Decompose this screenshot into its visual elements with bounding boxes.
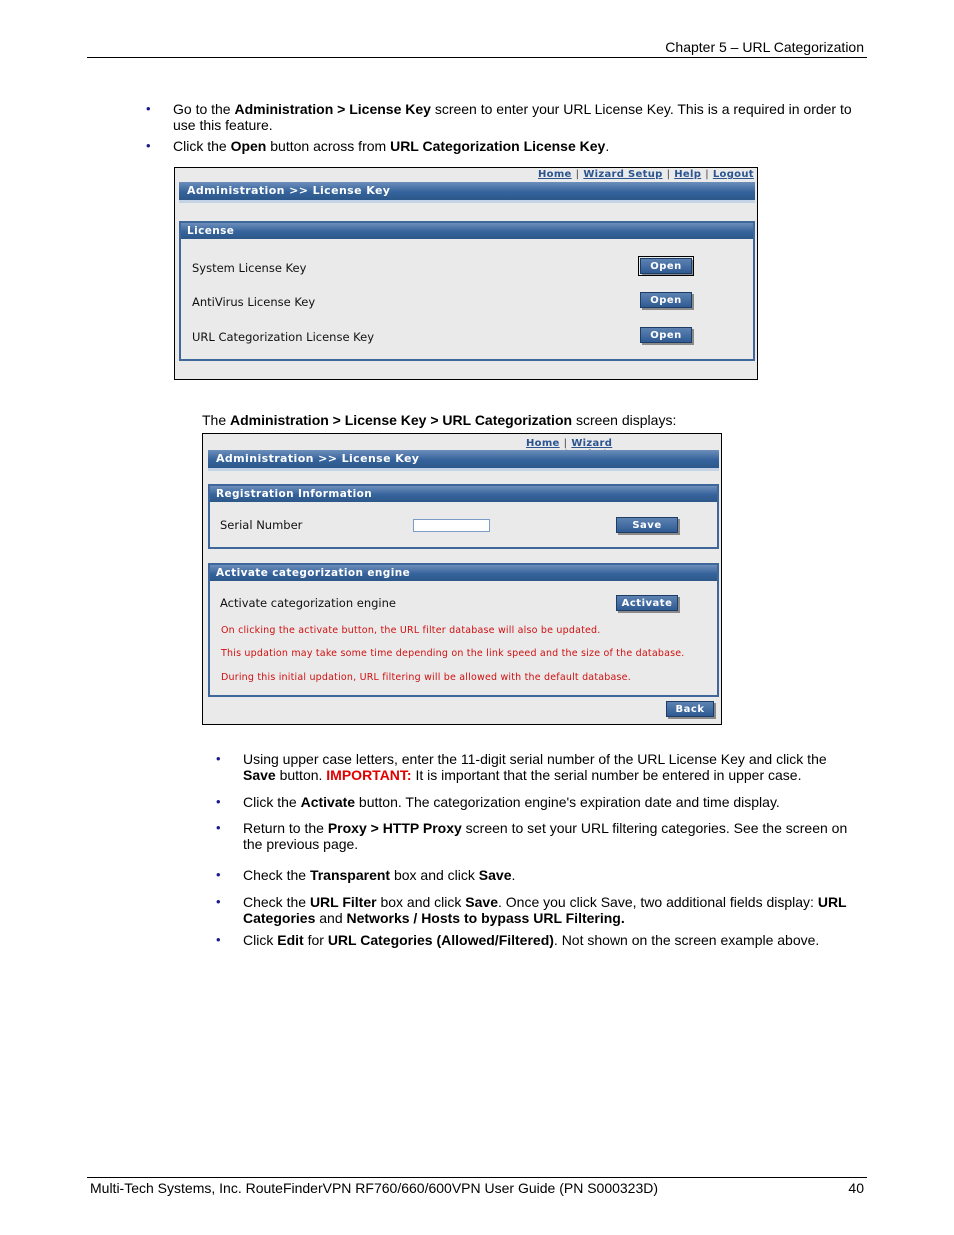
system-license-label: System License Key bbox=[192, 261, 307, 275]
activate-engine-label: Activate categorization engine bbox=[220, 596, 396, 610]
antivirus-license-open-button[interactable]: Open bbox=[640, 292, 692, 308]
top-nav: Home | Wizard bbox=[526, 438, 721, 460]
nav-wizard-link[interactable]: Wizard bbox=[571, 438, 613, 449]
url-license-open-button[interactable]: Open bbox=[640, 327, 692, 343]
license-key-screenshot bbox=[174, 167, 758, 380]
step-2: Click the Activate button. The categorization engine's expiration date and time display. bbox=[243, 794, 780, 810]
step-4: Check the Transparent box and click Save. bbox=[243, 867, 516, 883]
bullet-icon: • bbox=[216, 794, 221, 809]
save-button[interactable]: Save bbox=[616, 517, 678, 533]
nav-home-link[interactable]: Home bbox=[526, 438, 560, 449]
header-rule bbox=[87, 57, 867, 58]
bullet-icon: • bbox=[146, 101, 151, 116]
bullet-icon: • bbox=[216, 867, 221, 882]
back-button[interactable]: Back bbox=[666, 701, 714, 717]
antivirus-license-label: AntiVirus License Key bbox=[192, 295, 316, 309]
activate-button[interactable]: Activate bbox=[616, 595, 678, 611]
important-label: IMPORTANT: bbox=[326, 767, 412, 783]
top-nav: Home | Wizard Setup | Help | Logout bbox=[538, 169, 754, 180]
activate-panel bbox=[208, 563, 719, 697]
page-title: Administration >> License Key bbox=[187, 184, 391, 197]
nav-home-link[interactable]: Home bbox=[538, 169, 572, 180]
activate-message-1: On clicking the activate button, the URL filter database will also be updated. bbox=[221, 625, 601, 636]
bullet-icon: • bbox=[146, 138, 151, 153]
page-title-bar bbox=[179, 182, 755, 200]
serial-number-input[interactable] bbox=[413, 519, 490, 532]
activate-message-2: This updation may take some time depending on the link speed and the size of the database. bbox=[221, 648, 685, 659]
registration-panel bbox=[208, 484, 719, 549]
chapter-header: Chapter 5 – URL Categorization bbox=[665, 39, 864, 55]
activate-panel-title: Activate categorization engine bbox=[210, 565, 717, 581]
intro-bullet-1: Go to the Administration > License Key screen to enter your URL License Key. This is a required in order to use this feature. bbox=[173, 101, 852, 133]
url-categorization-screenshot bbox=[202, 433, 722, 725]
bullet-icon: • bbox=[216, 820, 221, 835]
license-panel bbox=[179, 221, 755, 361]
nav-logout-link[interactable]: Logout bbox=[712, 169, 754, 180]
system-license-open-button[interactable]: Open bbox=[640, 258, 692, 274]
serial-number-label: Serial Number bbox=[220, 518, 303, 532]
step-5: Check the URL Filter box and click Save. Once you click Save, two additional fields display: URL Categories and Networks / Hosts to bypass URL Filtering. bbox=[243, 894, 847, 926]
footer-rule bbox=[87, 1177, 867, 1178]
page-title: Administration >> License Key bbox=[216, 452, 420, 465]
nav-wizard-link[interactable]: Wizard Setup bbox=[583, 169, 663, 180]
url-license-label: URL Categorization License Key bbox=[192, 330, 375, 344]
nav-help-link[interactable]: Help bbox=[674, 169, 702, 180]
footer-text: Multi-Tech Systems, Inc. RouteFinderVPN RF760/660/600VPN User Guide (PN S000323D) bbox=[90, 1180, 659, 1196]
step-1: Using upper case letters, enter the 11-digit serial number of the URL License Key and click the Save button. IMPORTANT: It is important that the serial number be entered in upper case. bbox=[243, 751, 827, 783]
bullet-icon: • bbox=[216, 751, 221, 766]
screen-caption: The Administration > License Key > URL Categorization screen displays: bbox=[202, 412, 677, 428]
bullet-icon: • bbox=[216, 932, 221, 947]
step-3: Return to the Proxy > HTTP Proxy screen to set your URL filtering categories. See the screen on the previous page. bbox=[243, 820, 848, 852]
license-panel-title: License bbox=[181, 223, 753, 239]
bullet-icon: • bbox=[216, 894, 221, 909]
step-6: Click Edit for URL Categories (Allowed/Filtered). Not shown on the screen example above. bbox=[243, 932, 820, 948]
page-number: 40 bbox=[848, 1180, 864, 1196]
page-title-bar bbox=[208, 450, 719, 468]
activate-message-3: During this initial updation, URL filtering will be allowed with the default database. bbox=[221, 672, 631, 683]
registration-panel-title: Registration Information bbox=[210, 486, 717, 502]
intro-bullet-2: Click the Open button across from URL Categorization License Key. bbox=[173, 138, 610, 154]
